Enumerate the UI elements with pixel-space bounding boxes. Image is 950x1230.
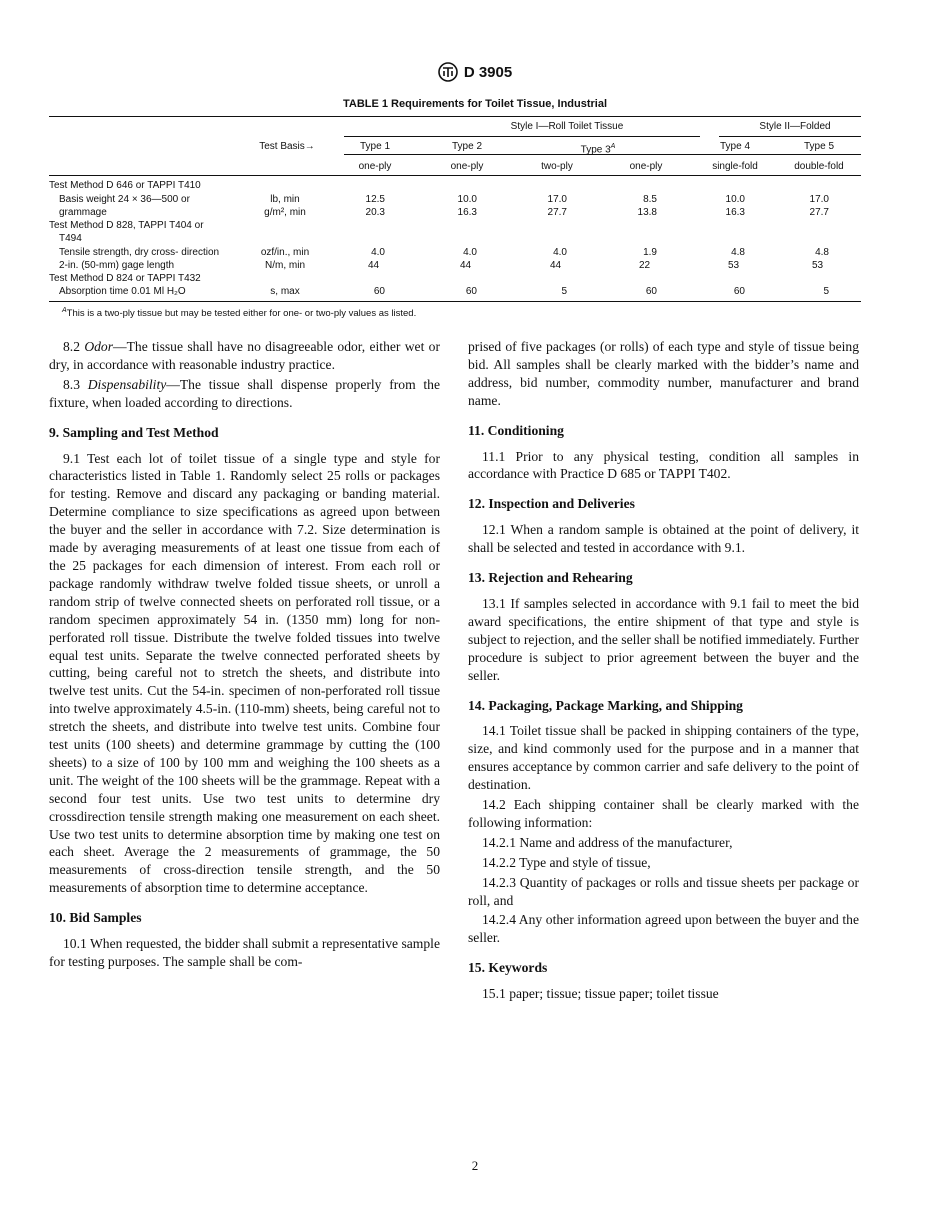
row-value: 20.3 <box>365 207 385 218</box>
paragraph-11-1: 11.1 Prior to any physical testing, condition all samples in accordance with Practice D 685 or TAPPI T402. <box>468 448 859 482</box>
row-value: 1.9 <box>643 247 657 258</box>
page-number: 2 <box>471 1158 479 1173</box>
type-3-header: Type $3^A$ <box>580 143 616 156</box>
type-4-header: Type 4 <box>719 141 751 152</box>
row-value: 4.0 <box>463 247 477 258</box>
row-value: 4.8 <box>731 247 745 258</box>
paragraph-14-2-4: 14.2.4 Any other information agreed upon between the buyer and the seller. <box>468 912 859 946</box>
row-label: Absorption time 0.01 Ml H₂O <box>59 286 186 297</box>
paragraph-9-1: 9.1 Test each lot of toilet tissue of a single type and style for characteristics listed in Table 1. Randomly select 25 rolls or packages for testing. Remove and discard any packaging or banding material. Determine compliance to size specifications as agreed upon between the buyer and the seller in accordance with 7.2. Size determination is made by averaging measurements of at least one tissue from each of the 25 packages for each dimension of interest. From each roll or package randomly withdraw twelve folded tissue sheets, or unroll a random strip of twelve connected sheets on perforated roll tissue, or a random specimen approximately 54 in. (1350 mm) long for non-perforated roll tissue. Distribute the twelve folded tissues into twelve equal test units. Separate the twelve connected perforated sheets by cutting, being careful not to stretch the sheets, and distribute into twelve test units. Cut the 54-in. specimen of non-perforated roll tissue into twelve approximately 4.5-in. (110-mm) sheets, being careful not to stretch the sheets, and distribute into twelve test units. Combine four test units (100 sheets) and determine grammage by cutting the (100 sheets) to a size of 100 by 100 mm and weighing the 100 sheets as a unit. The weight of the 100 sheets will be the grammage. Repeat with a second four test units. Use two test units to determine dry crossdirection tensile strength making one measurement on each sheet. Use two test units to determine absorption time by making one test on each sheet. Average the 2 measurements of grammage, the 50 measurements of cross-direction tensile strength, and the 50 measurements of absorption time to determine acceptance. <box>49 450 440 896</box>
row-value: 27.7 <box>547 207 567 218</box>
document-designation: D 3905 <box>463 63 513 81</box>
page-header <box>0 62 950 87</box>
section-13-heading: 13. Rejection and Rehearing <box>468 570 633 586</box>
row-value: 12.5 <box>365 194 385 205</box>
method-row-label: Test Method D 828, TAPPI T404 or <box>49 220 204 231</box>
ply-2: one-ply <box>450 161 484 172</box>
row-value: 44 <box>550 260 562 271</box>
table-footnote: $^A$This is a two-ply tissue but may be tested either for one- or two-ply values as listed. <box>62 307 417 320</box>
row-value: 22 <box>639 260 651 271</box>
paragraph-14-1: 14.1 Toilet tissue shall be packed in shipping containers of the type, size, and kind commonly used for the purpose and in a manner that ensures acceptance by common carrier and safe delivery to the point of destination. <box>468 723 859 793</box>
requirements-table <box>49 116 861 306</box>
row-value: 10.0 <box>457 194 477 205</box>
row-basis: ozf/in., min <box>260 247 310 258</box>
ply-6: double-fold <box>794 161 844 172</box>
table-bottom-rule <box>49 301 861 302</box>
table-title: TABLE 1 Requirements for Toilet Tissue, Industrial <box>342 98 608 110</box>
paragraph-14-2-3: 14.2.3 Quantity of packages or rolls and tissue sheets per package or roll, and <box>468 874 859 908</box>
section-14-heading: 14. Packaging, Package Marking, and Shipping <box>468 697 743 713</box>
method-row-label: Test Method D 824 or TAPPI T432 <box>49 273 201 284</box>
row-value: 4.0 <box>371 247 385 258</box>
astm-logo-icon <box>438 62 458 82</box>
row-value: 44 <box>368 260 380 271</box>
row-value: 16.3 <box>457 207 477 218</box>
section-10-heading: 10. Bid Samples <box>49 910 142 926</box>
paragraph-14-2-1: 14.2.1 Name and address of the manufacturer, <box>482 834 733 850</box>
ply-4: one-ply <box>629 161 663 172</box>
section-9-heading: 9. Sampling and Test Method <box>49 424 219 440</box>
row-value: 53 <box>812 260 824 271</box>
paragraph-8-2: 8.2 Odor—The tissue shall have no disagreeable odor, either wet or dry, in accordance with reasonable industry practice. <box>49 339 441 372</box>
paragraph-15-1: 15.1 paper; tissue; tissue paper; toilet tissue <box>482 986 719 1002</box>
row-value: 16.3 <box>725 207 745 218</box>
paragraph-14-2-2: 14.2.2 Type and style of tissue, <box>482 854 651 870</box>
section-11-heading: 11. Conditioning <box>468 422 564 438</box>
paragraph-10-1-continued: prised of five packages (or rolls) of each type and style of tissue being bid. All samples shall be clearly marked with the bidder’s name and address, bid number, commodity number, manufacturer and brand name. <box>468 339 859 408</box>
paragraph-12-1: 12.1 When a random sample is obtained at the point of delivery, it shall be selected and tested in accordance with 9.1. <box>468 522 859 556</box>
row-value: 10.0 <box>725 194 745 205</box>
row-value: 5 <box>823 286 829 297</box>
row-value: 60 <box>465 286 477 297</box>
type-2-header: Type 2 <box>451 141 483 152</box>
style-1-header: Style I—Roll Toilet Tissue <box>510 121 624 132</box>
row-value: 5 <box>561 286 567 297</box>
paragraph-10-1: 10.1 When requested, the bidder shall submit a representative sample for testing purposes. The sample shall be com- <box>49 936 440 969</box>
row-value: 17.0 <box>809 194 829 205</box>
ply-5: single-fold <box>712 161 758 172</box>
table-top-rule <box>49 116 861 117</box>
row-label: 2-in. (50-mm) gage length <box>59 260 175 271</box>
style-2-header: Style II—Folded <box>759 121 831 132</box>
row-value: 27.7 <box>809 207 829 218</box>
row-label: grammage <box>59 207 107 218</box>
ply-3: two-ply <box>541 161 573 172</box>
paragraph-8-3: 8.3 Dispensability—The tissue shall dispense properly from the fixture, when loaded according to directions. <box>49 376 440 410</box>
paragraph-14-2: 14.2 Each shipping container shall be clearly marked with the following information: <box>468 797 859 830</box>
right-column <box>468 338 859 1005</box>
method-row-label: T494 <box>59 233 82 244</box>
row-value: 60 <box>645 286 657 297</box>
row-value: 17.0 <box>547 194 567 205</box>
row-basis: s, max <box>270 286 300 297</box>
row-value: 8.5 <box>643 194 657 205</box>
types-rule <box>344 154 861 155</box>
style-1-rule <box>344 136 700 137</box>
row-value: 4.8 <box>815 247 829 258</box>
row-value: 53 <box>728 260 740 271</box>
section-12-heading: 12. Inspection and Deliveries <box>468 496 635 512</box>
row-basis: g/m², min <box>264 207 306 218</box>
row-value: 60 <box>733 286 745 297</box>
row-basis: N/m, min <box>265 260 305 271</box>
section-15-heading: 15. Keywords <box>468 960 548 976</box>
row-label: Basis weight 24 × 36—500 or <box>59 194 190 205</box>
row-value: 44 <box>460 260 472 271</box>
type-5-header: Type 5 <box>803 141 835 152</box>
paragraph-13-1: 13.1 If samples selected in accordance with 9.1 fail to meet the bid award specifications, the entire shipment of that type and style is subject to rejection, and the seller shall be notified immediately. Further procedure is subject to prior agreement between the buyer and the seller. <box>468 595 859 683</box>
row-value: 13.8 <box>637 207 657 218</box>
row-value: 60 <box>373 286 385 297</box>
method-row-label: Test Method D 646 or TAPPI T410 <box>49 180 201 191</box>
test-basis-header: Test Basis→ <box>259 141 315 152</box>
ply-1: one-ply <box>358 161 392 172</box>
type-1-header: Type 1 <box>359 141 391 152</box>
row-basis: lb, min <box>270 194 300 205</box>
left-column <box>49 338 440 973</box>
row-value: 4.0 <box>553 247 567 258</box>
style-2-rule <box>719 136 861 137</box>
row-label: Tensile strength, dry cross- direction <box>59 247 220 258</box>
header-bottom-rule <box>49 175 861 176</box>
